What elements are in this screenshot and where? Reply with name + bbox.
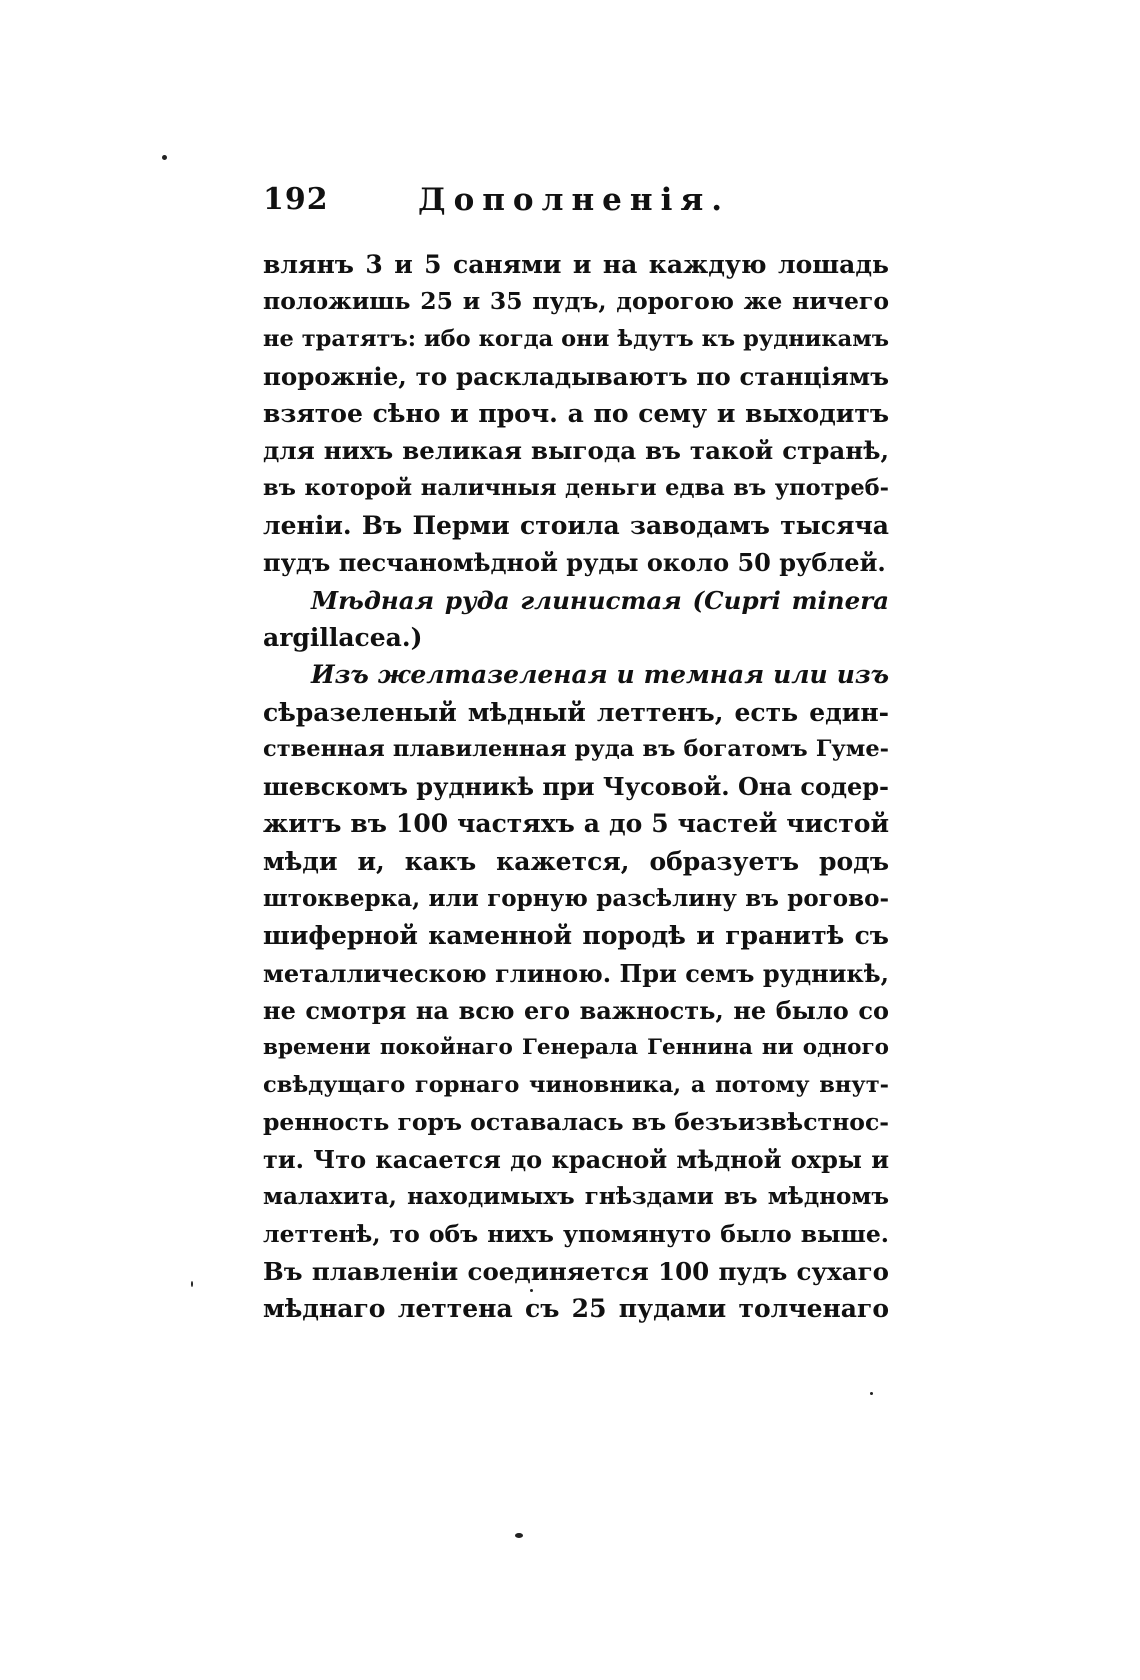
text-line: ренность горъ оставалась въ безъизвѣстнос- — [263, 1107, 890, 1136]
text-line: не смотря на всю его важность, не было со — [263, 995, 889, 1025]
text-line: малахита, находимыхъ гнѣздами въ мѣдномъ — [263, 1183, 889, 1211]
scan-speck — [530, 1289, 533, 1292]
text-line: металлическою глиною. При семъ рудникѣ, — [263, 958, 889, 988]
text-line: леттенѣ, то объ нихъ упомянуто было выше. — [263, 1219, 889, 1248]
text-line: мѣди и, какъ кажется, образуетъ родъ — [263, 846, 889, 876]
section-heading-line: Мѣдная руда глинистая (Cupri minera — [311, 585, 889, 615]
text-line: въ которой наличныя деньги едва въ употреб- — [263, 474, 889, 501]
text-line: положишь 25 и 35 пудъ, дорогою же ничего — [263, 287, 889, 316]
page-header — [263, 182, 888, 222]
text-line: шевскомъ рудникѣ при Чусовой. Она содер- — [263, 772, 889, 802]
text-line: не тратятъ: ибо когда они ѣдутъ къ рудникамъ — [263, 325, 889, 352]
text-line: влянъ 3 и 5 санями и на каждую лошадь — [263, 250, 889, 279]
text-line: шиферной каменной породѣ и гранитѣ съ — [263, 921, 889, 951]
scan-speck — [162, 155, 167, 160]
text-line: времени покойнаго Генерала Геннина ни одного — [263, 1035, 889, 1061]
scan-speck — [191, 1281, 193, 1287]
text-line: Въ плавленіи соединяется 100 пудъ сухаго — [263, 1257, 889, 1287]
running-head: Дополненія. — [418, 182, 731, 218]
body-text — [263, 246, 889, 1328]
text-line: житъ въ 100 частяхъ а до 5 частей чистой — [263, 809, 889, 839]
text-line: леніи. Въ Перми стоила заводамъ тысяча — [263, 511, 889, 541]
text-line: ти. Что касается до красной мѣдной охры и — [263, 1145, 889, 1175]
text-line: для нихъ великая выгода въ такой странѣ, — [263, 436, 889, 466]
text-line: взятое сѣно и проч. а по сему и выходитъ — [263, 399, 889, 429]
page-number: 192 — [263, 182, 329, 217]
text-line: пудъ песчаномѣдной руды около 50 рублей. — [263, 548, 886, 578]
text-line: штокверка, или горную разсѣлину въ рогово- — [263, 885, 889, 913]
text-line: argillacea.) — [263, 622, 423, 652]
text-line: сѣразеленый мѣдный леттенъ, есть един- — [263, 697, 889, 727]
scan-speck — [870, 1392, 873, 1395]
scan-speck — [515, 1533, 523, 1538]
text-line: порожніе, то раскладываютъ по станціямъ — [263, 361, 889, 391]
text-line: мѣднаго леттена съ 25 пудами толченаго — [263, 1294, 889, 1324]
text-line: свѣдущаго горнаго чиновника, а потому внут- — [263, 1071, 889, 1098]
text-line: Изъ желтазеленая и темная или изъ — [311, 660, 889, 690]
text-line: ственная плавиленная руда въ богатомъ Гуме- — [263, 735, 889, 762]
